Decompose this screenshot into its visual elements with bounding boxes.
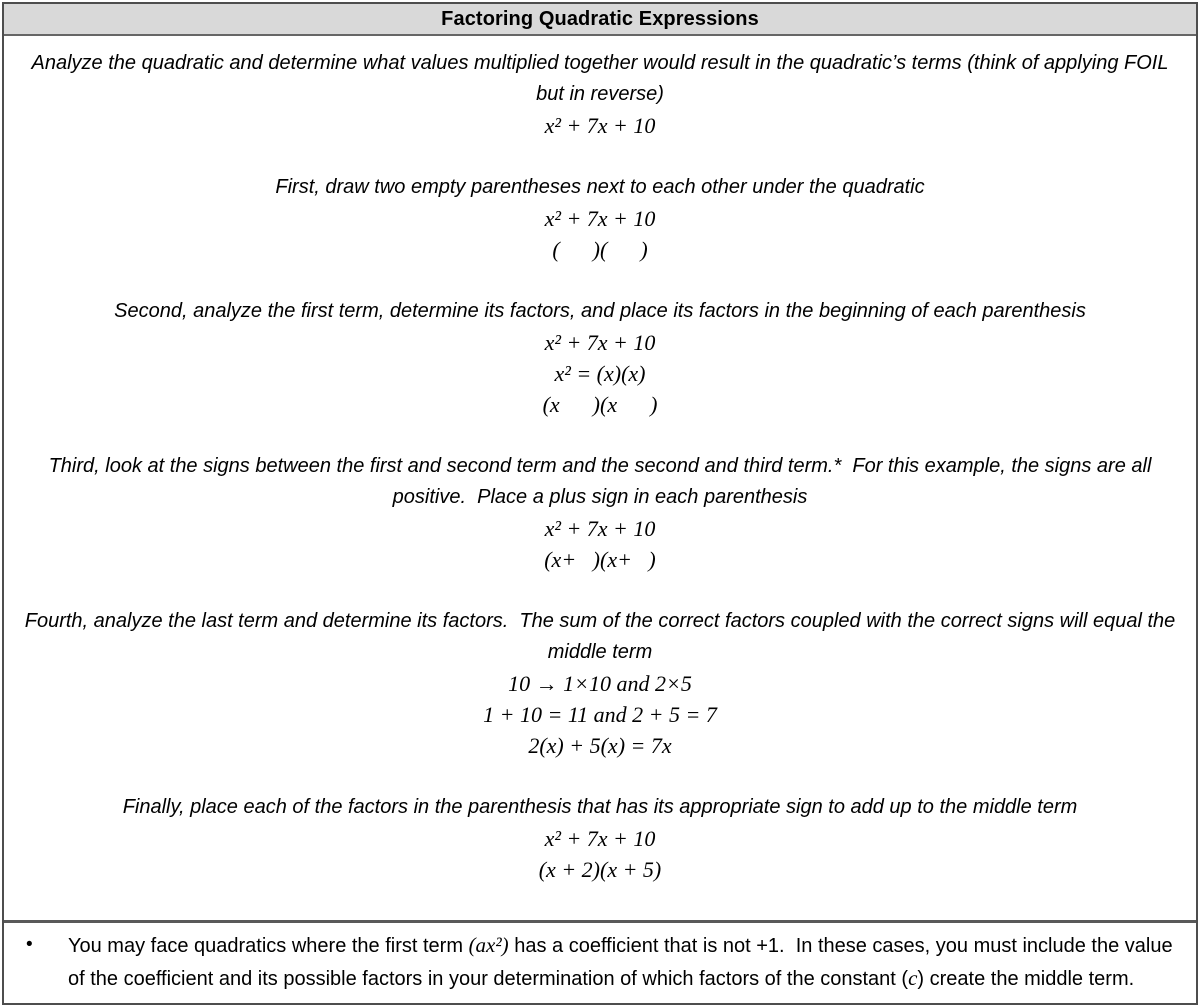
math-line: ( )( ): [552, 237, 648, 262]
footnote-text: [68, 929, 1179, 995]
math-line: 1 + 10 = 11 and 2 + 5 = 7: [483, 702, 717, 727]
instruction-text: Analyze the quadratic and determine what values multiplied together would result in the quadratic’s terms (think of applying FOIL but in reverse): [31, 52, 1175, 105]
math-line: (x + 2)(x + 5): [538, 857, 662, 882]
title-bar: [4, 4, 1196, 36]
bullet-marker: •: [26, 934, 33, 955]
section-finally: [20, 792, 1180, 885]
instruction-text: Second, analyze the first term, determine its factors, and place its factors in the beginning of each parenthesis: [114, 300, 1086, 322]
section-first: [20, 172, 1180, 265]
math-line: x² + 7x + 10: [544, 826, 656, 851]
instruction-text: Third, look at the signs between the first and second term and the second and third term.* For this example, the signs are all positive. Place a plus sign in each parenthesis: [48, 455, 1157, 508]
math-line: x² + 7x + 10: [544, 206, 656, 231]
section-analyze: [20, 48, 1180, 141]
math-line: 2(x) + 5(x) = 7x: [528, 733, 672, 758]
section-second: [20, 296, 1180, 420]
section-fourth: [20, 606, 1180, 761]
math-line: x² = (x)(x): [554, 361, 646, 386]
instruction-text: First, draw two empty parentheses next to each other under the quadratic: [275, 176, 925, 198]
footnote-math-ax2: (ax²): [468, 933, 509, 957]
section-third: [20, 451, 1180, 575]
math-line: x² + 7x + 10: [544, 330, 656, 355]
worksheet-page: [2, 2, 1198, 1005]
page-title: Factoring Quadratic Expressions: [441, 7, 759, 30]
footnote-part1: You may face quadratics where the first term: [68, 935, 469, 957]
math-line: x² + 7x + 10: [544, 516, 656, 541]
footnote-part3: ) create the middle term.: [917, 968, 1135, 990]
instruction-text: Finally, place each of the factors in the parenthesis that has its appropriate sign to add up to the middle term: [122, 796, 1078, 818]
math-line: (x+ )(x+ ): [544, 547, 656, 572]
math-line: x² + 7x + 10: [544, 113, 656, 138]
worksheet-body: [4, 36, 1196, 920]
math-line: (x )(x ): [542, 392, 658, 417]
math-line: 10 → 1×10 and 2×5: [508, 671, 692, 696]
footnote-section: [4, 920, 1196, 1003]
footnote-math-c: c: [908, 966, 918, 990]
instruction-text: Fourth, analyze the last term and determine its factors. The sum of the correct factors coupled with the correct signs will equal the middle term: [24, 610, 1181, 663]
footnote-part2: has a coefficient that is not +1. In these cases, you must include the value of the coefficient and its possible factors in your determination of which factors of the constant (: [68, 935, 1179, 990]
